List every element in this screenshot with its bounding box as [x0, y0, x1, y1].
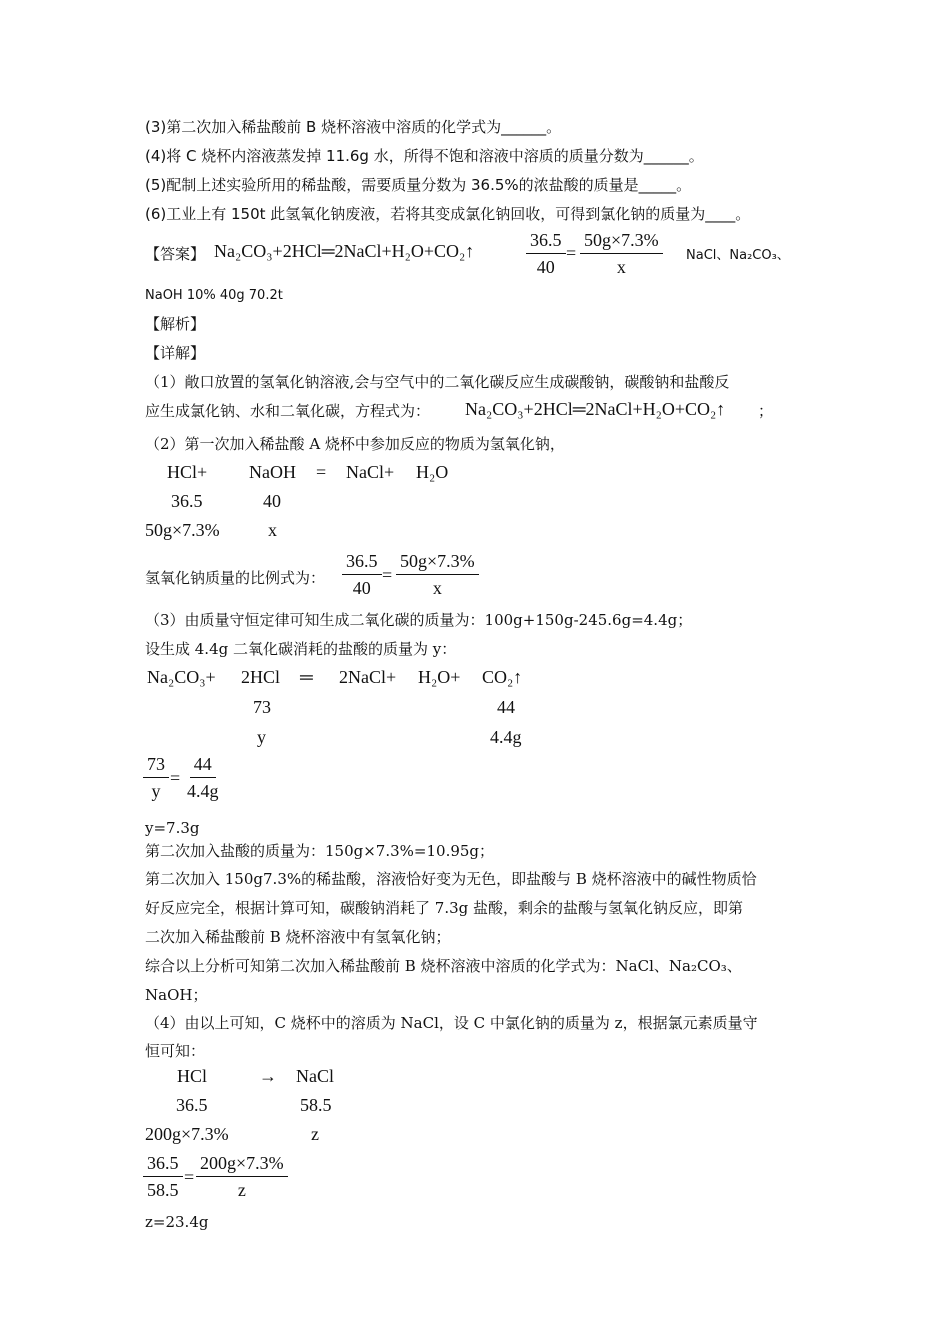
p3-text-3: 二次加入稀盐酸前 B 烧杯溶液中有氢氧化钠；	[145, 928, 451, 946]
p3-set: 设生成 4.4g 二氧化碳消耗的盐酸的质量为 y：	[145, 640, 457, 658]
fraction-numerator: 50g×7.3%	[580, 230, 663, 254]
ratio3-fraction-right	[196, 1153, 288, 1201]
rx1-naoh: NaOH	[249, 462, 296, 482]
equals-sign: =	[184, 1167, 195, 1187]
rx2-hcl-mass: 73	[253, 697, 271, 717]
fraction-denominator: x	[616, 257, 626, 277]
p3-mass: 第二次加入盐酸的质量为：150g×7.3%=10.95g；	[145, 842, 495, 860]
answer-fraction-right	[580, 230, 663, 278]
answer-tail: NaCl、Na₂CO₃、	[686, 248, 790, 263]
p1-line-1: （1）敞口放置的氢氧化钠溶液,会与空气中的二氧化碳反应生成碳酸钠，碳酸钠和盐酸反	[145, 373, 730, 391]
rx3-hcl-amount: 200g×7.3%	[145, 1124, 229, 1144]
p2-line: （2）第一次加入稀盐酸 A 烧杯中参加反应的物质为氢氧化钠，	[145, 435, 565, 453]
rx2-na2co3: Na₂CO₃+	[147, 667, 216, 687]
rx2-co2: CO₂↑	[482, 667, 523, 687]
fraction-denominator: 4.4g	[187, 781, 219, 801]
rx2-equals: ═	[300, 667, 313, 687]
fraction-denominator: z	[237, 1180, 246, 1200]
rx2-hcl: 2HCl	[241, 667, 281, 687]
ratio2-fraction-right	[183, 754, 223, 802]
rx2-hcl-amount: y	[257, 727, 266, 747]
p3-summary-2: NaOH；	[145, 986, 208, 1004]
fraction-numerator: 73	[143, 754, 169, 778]
xiangjie-label: 【详解】	[145, 344, 206, 362]
rx1-naoh-amount: x	[268, 520, 277, 540]
rx1-nacl: NaCl+	[346, 462, 395, 482]
fraction-numerator: 44	[190, 754, 216, 778]
fraction-numerator: 50g×7.3%	[396, 551, 479, 575]
fraction-denominator: 58.5	[147, 1180, 179, 1200]
z-result: z=23.4g	[145, 1213, 209, 1231]
rx2-h2o: H₂O+	[418, 667, 461, 687]
rx3-nacl: NaCl	[296, 1066, 334, 1086]
ratio1-fraction-left	[342, 551, 382, 599]
fraction-denominator: 40	[352, 578, 371, 598]
answer-equation: Na₂CO₃+2HCl═2NaCl+H₂O+CO₂↑	[214, 241, 475, 261]
answer-line-2: NaOH 10% 40g 70.2t	[145, 288, 283, 303]
question-6: (6)工业上有 150t 此氢氧化钠废液，若将其变成氯化钠回收，可得到氯化钠的质量为____。	[145, 205, 751, 223]
ratio1-fraction-right	[396, 551, 479, 599]
rx3-nacl-mass: 58.5	[300, 1095, 332, 1115]
ratio3-fraction-left	[143, 1153, 183, 1201]
rx3-nacl-amount: z	[311, 1124, 319, 1144]
fraction-numerator: 200g×7.3%	[196, 1153, 288, 1177]
answer-fraction-left	[526, 230, 566, 278]
equals-sign: =	[170, 768, 181, 788]
p3-line: （3）由质量守恒定律可知生成二氧化碳的质量为：100g+150g-245.6g=4.4g；	[145, 611, 693, 629]
answer-label: 【答案】	[145, 245, 206, 263]
rx2-co2-mass: 44	[497, 697, 515, 717]
fraction-denominator: y	[151, 781, 161, 801]
fraction-denominator: x	[432, 578, 442, 598]
rx1-hcl: HCl+	[167, 462, 208, 482]
rx2-nacl: 2NaCl+	[339, 667, 397, 687]
p3-summary: 综合以上分析可知第二次加入稀盐酸前 B 烧杯溶液中溶质的化学式为：NaCl、Na₂CO₃、	[145, 957, 742, 975]
fraction-numerator: 36.5	[342, 551, 382, 575]
rx1-h2o: H₂O	[416, 462, 449, 482]
equals-sign: =	[566, 243, 577, 263]
ratio2-fraction-left	[143, 754, 169, 802]
rx1-hcl-mass: 36.5	[171, 491, 203, 511]
fraction-denominator: 40	[536, 257, 555, 277]
question-5: (5)配制上述实验所用的稀盐酸，需要质量分数为 36.5%的浓盐酸的质量是_____。	[145, 176, 692, 194]
rx2-co2-amount: 4.4g	[490, 727, 522, 747]
question-4: (4)将 C 烧杯内溶液蒸发掉 11.6g 水，所得不饱和溶液中溶质的质量分数为______。	[145, 147, 704, 165]
p3-text-2: 好反应完全，根据计算可知，碳酸钠消耗了 7.3g 盐酸，剩余的盐酸与氢氧化钠反应，即第	[145, 899, 743, 917]
equals-sign: =	[382, 565, 393, 585]
rx1-hcl-amount: 50g×7.3%	[145, 520, 220, 540]
fraction-numerator: 36.5	[526, 230, 566, 254]
rx1-naoh-mass: 40	[263, 491, 281, 511]
p3-text-1: 第二次加入 150g7.3%的稀盐酸，溶液恰好变为无色，即盐酸与 B 烧杯溶液中的碱性物质恰	[145, 870, 757, 888]
p1-equation: Na₂CO₃+2HCl═2NaCl+H₂O+CO₂↑	[465, 399, 726, 419]
rx3-arrow: →	[259, 1066, 277, 1086]
p1-line-2: 应生成氯化钠、水和二氧化碳，方程式为：	[145, 402, 431, 420]
ratio1-label: 氢氧化钠质量的比例式为：	[145, 569, 326, 587]
rx3-hcl: HCl	[177, 1066, 208, 1086]
p4-line-2: 恒可知：	[145, 1042, 206, 1060]
question-3: (3)第二次加入稀盐酸前 B 烧杯溶液中溶质的化学式为______。	[145, 118, 562, 136]
p1-end: ；	[758, 402, 774, 420]
p4-line-1: （4）由以上可知，C 烧杯中的溶质为 NaCl，设 C 中氯化钠的质量为 z，根据氯元素质量守	[145, 1014, 758, 1032]
y-result: y=7.3g	[145, 819, 200, 837]
rx3-hcl-mass: 36.5	[176, 1095, 208, 1115]
rx1-equals: =	[316, 462, 327, 482]
jiexi-label: 【解析】	[145, 315, 206, 333]
fraction-numerator: 36.5	[143, 1153, 183, 1177]
